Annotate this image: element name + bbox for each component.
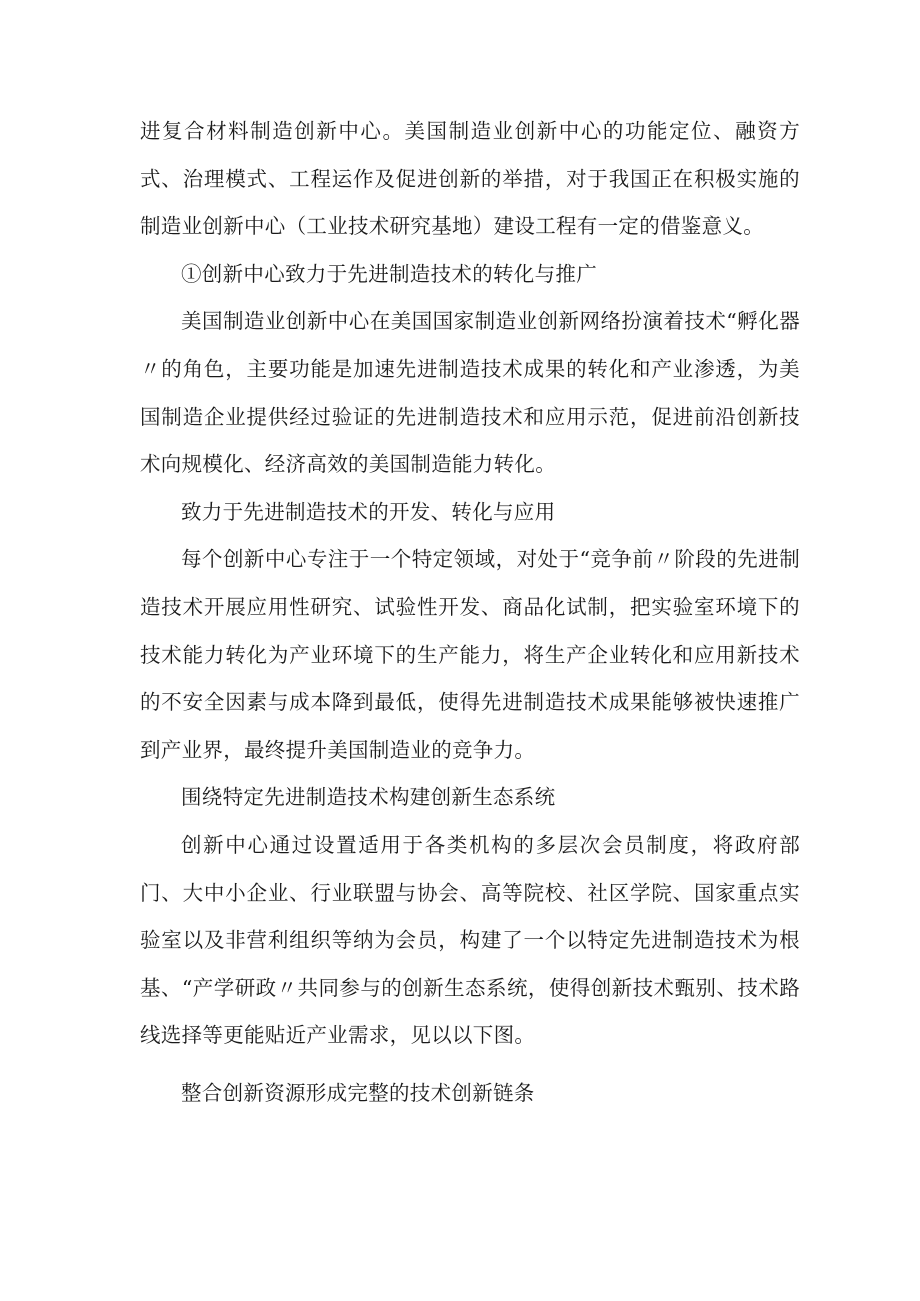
- section-heading-innovation-center-role: ①创新中心致力于先进制造技术的转化与推广: [181, 261, 597, 286]
- paragraph-intro-continued: 进复合材料制造创新中心。美国制造业创新中心的功能定位、融资方式、治理模式、工程运作及促进创新的举措，对于我国正在积极实施的制造业创新中心（工业技术研究基地）建设工程有一定的借鉴意义。: [140, 119, 800, 239]
- paragraph-specific-field: 每个创新中心专注于一个特定领域，对处于“竞争前〃阶段的先进制造技术开展应用性研究、试验性开发、商品化试制，把实验室环境下的技术能力转化为产业环境下的生产能力，将生产企业转化和应用新技术的不安全因素与成本降到最低，使得先进制造技术成果能够被快速推广到产业界，最终提升美国制造业的竞争力。: [140, 547, 800, 762]
- section-heading-innovation-chain: 整合创新资源形成完整的技术创新链条: [181, 1080, 535, 1105]
- document-body: [140, 108, 800, 1117]
- paragraph-membership-system: 创新中心通过设置适用于各类机构的多层次会员制度，将政府部门、大中小企业、行业联盟与协会、高等院校、社区学院、国家重点实验室以及非营利组织等纳为会员，构建了一个以特定先进制造技术为根基、“产学研政〃共同参与的创新生态系统，使得创新技术甄别、技术路线选择等更能贴近产业需求，见以以下图。: [140, 832, 800, 1048]
- section-heading-ecosystem: 围绕特定先进制造技术构建创新生态系统: [181, 785, 556, 810]
- paragraph-incubator-role: 美国制造业创新中心在美国国家制造业创新网络扮演着技术“孵化器〃的角色，主要功能是加速先进制造技术成果的转化和产业渗透，为美国制造企业提供经过验证的先进制造技术和应用示范，促进前沿创新技术向规模化、经济高效的美国制造能力转化。: [140, 309, 800, 477]
- section-heading-development-transfer: 致力于先进制造技术的开发、转化与应用: [181, 499, 556, 524]
